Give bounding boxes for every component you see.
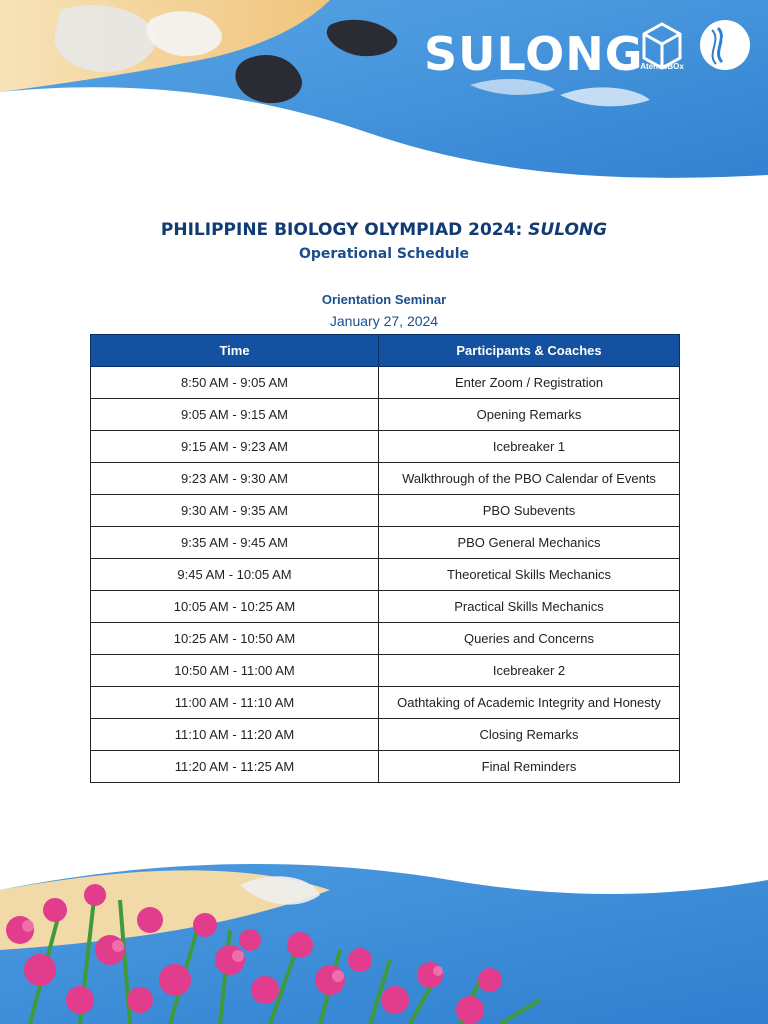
ateneo-box-logo-icon [640, 20, 684, 84]
cell-time: 10:25 AM - 10:50 AM [91, 623, 379, 655]
cell-time: 11:00 AM - 11:10 AM [91, 687, 379, 719]
table-row [91, 367, 680, 399]
cell-activity: Final Reminders [379, 751, 680, 783]
cell-activity: Practical Skills Mechanics [379, 591, 680, 623]
cell-time: 10:50 AM - 11:00 AM [91, 655, 379, 687]
ateneo-biology-logo-icon [698, 18, 752, 72]
schedule-table [90, 334, 680, 783]
header-time: Time [91, 335, 379, 367]
table-row [91, 527, 680, 559]
table-row [91, 655, 680, 687]
section-date: January 27, 2024 [329, 313, 439, 329]
cell-time: 9:30 AM - 9:35 AM [91, 495, 379, 527]
table-row [91, 719, 680, 751]
cell-time: 9:05 AM - 9:15 AM [91, 399, 379, 431]
ateneo-box-logo-text: AteneoBOx [640, 62, 684, 71]
cell-time: 9:15 AM - 9:23 AM [91, 431, 379, 463]
page-title-main: PHILIPPINE BIOLOGY OLYMPIAD 2024: [160, 220, 529, 240]
cell-time: 8:50 AM - 9:05 AM [91, 367, 379, 399]
table-row [91, 623, 680, 655]
schedule-body [91, 367, 680, 783]
cell-activity: Icebreaker 2 [379, 655, 680, 687]
cell-activity: Enter Zoom / Registration [379, 367, 680, 399]
cell-activity: Icebreaker 1 [379, 431, 680, 463]
section-title: Orientation Seminar [321, 292, 447, 307]
cell-activity: Closing Remarks [379, 719, 680, 751]
cell-activity: Queries and Concerns [379, 623, 680, 655]
ateneo-biology-logo-text: BIOLOGY [722, 38, 750, 44]
table-header-row [91, 335, 680, 367]
table-row [91, 431, 680, 463]
table-row [91, 751, 680, 783]
cell-activity: Walkthrough of the PBO Calendar of Events [379, 463, 680, 495]
table-row [91, 399, 680, 431]
cell-activity: PBO Subevents [379, 495, 680, 527]
cell-activity: Theoretical Skills Mechanics [379, 559, 680, 591]
cell-activity: Oathtaking of Academic Integrity and Honesty [379, 687, 680, 719]
table-row [91, 559, 680, 591]
cell-time: 9:35 AM - 9:45 AM [91, 527, 379, 559]
page-title [0, 220, 768, 240]
page-title-emphasis: SULONG [528, 220, 608, 240]
table-row [91, 687, 680, 719]
cell-time: 9:45 AM - 10:05 AM [91, 559, 379, 591]
cell-activity: PBO General Mechanics [379, 527, 680, 559]
table-row [91, 463, 680, 495]
sulong-wordmark [424, 26, 644, 82]
cell-time: 11:20 AM - 11:25 AM [91, 751, 379, 783]
brand-name: SULONG [424, 27, 644, 81]
header-participants: Participants & Coaches [379, 335, 680, 367]
cell-time: 10:05 AM - 10:25 AM [91, 591, 379, 623]
bottom-banner-illustration [0, 850, 768, 1024]
cell-activity: Opening Remarks [379, 399, 680, 431]
page-subtitle: Operational Schedule [298, 246, 470, 262]
cell-time: 11:10 AM - 11:20 AM [91, 719, 379, 751]
cell-time: 9:23 AM - 9:30 AM [91, 463, 379, 495]
table-row [91, 591, 680, 623]
table-row [91, 495, 680, 527]
